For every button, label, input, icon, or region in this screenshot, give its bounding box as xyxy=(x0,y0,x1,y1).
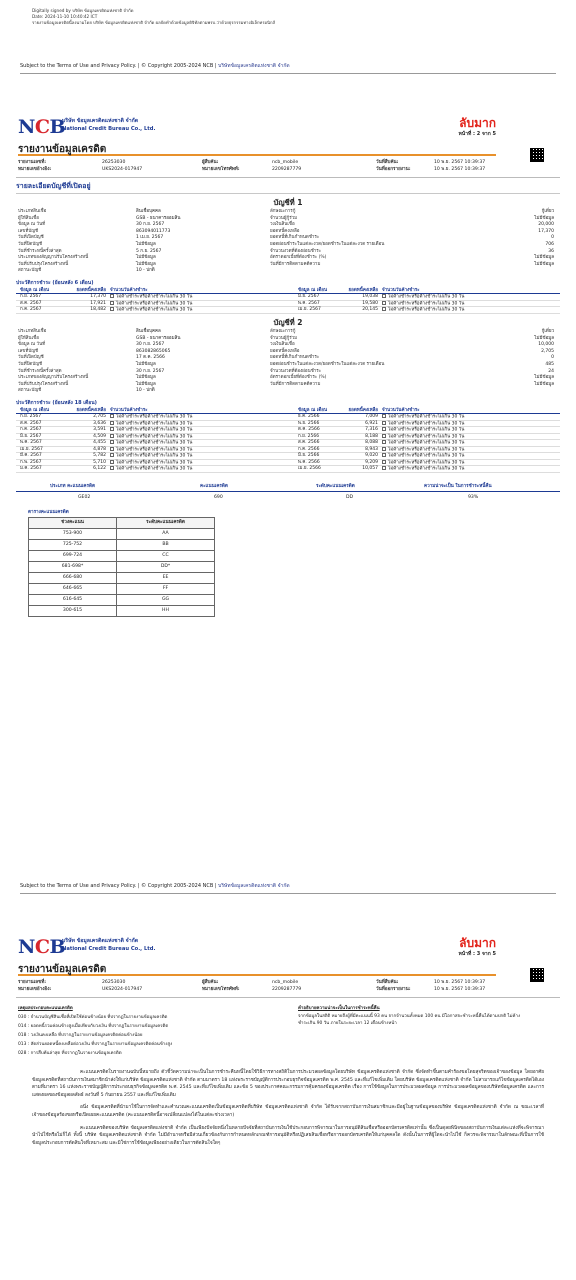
checkbox-icon xyxy=(110,421,114,425)
reason-item: 013 : สัดส่วนยอดหนี้คงเหลือต่อวงเงิน ที่ปรากฏในรายงานข้อมูลเครดิตค่อนข้างสูง xyxy=(18,1042,173,1047)
checkbox-icon xyxy=(382,447,386,451)
score-type: GE02 xyxy=(78,494,91,500)
report-date: 10 พ.ย. 2567 10:39:37 xyxy=(434,166,486,172)
history-row: พ.ค. 2567 4,455 ไม่ค้างชำระหรือค้างชำระไม่เกิน 30 วัน ส.ค. 2566 8,088 ไม่ค้างชำระหรือค้างชำระไม่เกิน 30 วัน xyxy=(16,440,560,447)
checkbox-icon xyxy=(110,307,114,311)
probability-explanation-title: คำอธิบายความน่าจะเป็นในการชำระหนี้คืน xyxy=(298,1006,380,1011)
payment-history-table xyxy=(16,288,560,314)
checkbox-icon xyxy=(382,421,386,425)
digital-signature-note xyxy=(32,8,275,26)
company-name: บริษัท ข้อมูลเครดิตแห่งชาติ จำกัด National Credit Bureau Co., Ltd. xyxy=(62,938,156,952)
inquirer: ncb_mobile xyxy=(272,160,299,165)
report-header xyxy=(16,114,560,155)
reasons-title: เหตุผลประกอบคะแนนเครดิต xyxy=(18,1006,73,1011)
page-number: หน้าที่ : 3 จาก 5 xyxy=(458,951,496,957)
repayment-probability: 93% xyxy=(468,494,479,500)
confidential-label: ลับมาก xyxy=(459,936,496,950)
footer-text: Subject to the Terms of Use and Privacy Policy. | © Copyright 2005-2024 NCB | xyxy=(20,883,217,889)
checkbox-icon xyxy=(110,301,114,305)
report-info: รายงานเลขที่: หมายเลขอ้างอิง: 26253030 UKS2024-017947 ผู้สืบค้น: หมายเลขโทรศัพท์: ncb_mobile 2209287779 วันที่สืบค้น: วันที่ออกรายงาน: 10 พ.ย. 2567 10:39:37 10 พ.ย. 2567 10:39:37 xyxy=(16,158,560,178)
checkbox-icon xyxy=(382,427,386,431)
checkbox-icon xyxy=(382,466,386,470)
score-range-row: 616-645 GG xyxy=(29,594,215,605)
detail-row: สถานะบัญชี 10 - ปกติ xyxy=(18,268,155,274)
detail-row: ประเภทสินเชื่อ สินเชื่อบุคคล ลักษณะการกู้ กู้เดี่ยว xyxy=(18,209,554,214)
history-row: ก.พ. 2567 5,710 ไม่ค้างชำระหรือค้างชำระไม่เกิน 30 วัน พ.ค. 2566 9,209 ไม่ค้างชำระหรือค้างชำระไม่เกิน 30 วัน xyxy=(16,460,560,467)
account-title: บัญชีที่ 1 xyxy=(273,198,303,207)
score-table-title: ตารางคะแนนเครดิต xyxy=(28,509,69,515)
reason-item: 018 : วงเงินคงเหลือ ที่ปรากฏในรายงานข้อมูลเครดิตค่อนข้างน้อย xyxy=(18,1033,143,1038)
score-header: คะแนนเครดิต xyxy=(200,483,228,489)
footer-link[interactable]: บริษัทข้อมูลเครดิตแห่งชาติ จำกัด xyxy=(218,63,290,69)
disclaimer-paragraph: อนึ่ง ข้อมูลเครดิตที่นำมาใช้ในการจัดทำและคำนวณคะแนนเครดิตเป็นข้อมูลเครดิตที่บริษัท ข้อมูลเครดิตแห่งชาติ จำกัด ได้รับจากสถาบันการเงินสมาชิกและมีอยู่ในฐานข้อมูลของบริษัท ข้อมูลเครดิตแห่งชาติ จำกัด ณ ขณะเวลาที่เจ้าของข้อมูลร้องขอหรือเปิดเผยคะแนนเครดิต (คะแนนเครดิตนี้อาจเปลี่ยนแปลงได้ในแต่ละช่วงเวลา) xyxy=(32,1105,544,1118)
checkbox-icon xyxy=(382,440,386,444)
detail-row: ข้อมูล ณ วันที่ 30 ก.ย. 2567 วงเงินสินเชื่อ 10,000 xyxy=(18,342,554,348)
checkbox-icon xyxy=(382,434,386,438)
account-block xyxy=(16,317,560,473)
report-info: รายงานเลขที่: หมายเลขอ้างอิง: 26253030 UKS2024-017947 ผู้สืบค้น: หมายเลขโทรศัพท์: ncb_mobile 2209287779 วันที่สืบค้น: วันที่ออกรายงาน: 10 พ.ย. 2567 10:39:37 10 พ.ย. 2567 10:39:37 xyxy=(16,978,560,998)
detail-row: วันที่ปรับปรุงโครงสร้างหนี้ ไม่มีข้อมูล วันที่มีการติดตามคดีความ ไม่มีข้อมูล xyxy=(18,261,554,267)
checkbox-icon xyxy=(110,460,114,464)
credit-score-summary xyxy=(16,483,560,505)
signature-line: Digitally signed by บริษัท ข้อมูลเครดิตแห่งชาติ จำกัด xyxy=(32,8,134,13)
detail-row: สถานะบัญชี 10 - ปกติ xyxy=(18,388,155,394)
page-number: หน้าที่ : 2 จาก 5 xyxy=(458,131,496,137)
history-row: ส.ค. 2567 17,921 ไม่ค้างชำระหรือค้างชำระไม่เกิน 30 วัน พ.ค. 2567 19,580 ไม่ค้างชำระหรือค้างชำระไม่เกิน 30 วัน xyxy=(16,301,560,308)
account-details xyxy=(16,329,560,395)
checkbox-icon xyxy=(382,460,386,464)
detail-row: ประเภทสินเชื่อ สินเชื่อบุคคล ลักษณะการกู้ กู้เดี่ยว xyxy=(18,328,554,334)
detail-row: เลขที่บัญชี 863082865065 ยอดหนี้คงเหลือ 2,705 xyxy=(18,348,554,354)
inquiry-date: 10 พ.ย. 2567 10:39:37 xyxy=(434,160,486,165)
history-row: ก.ค. 2567 3,591 ไม่ค้างชำระหรือค้างชำระไม่เกิน 30 วัน ต.ค. 2566 7,316 ไม่ค้างชำระหรือค้างชำระไม่เกิน 30 วัน xyxy=(16,427,560,434)
checkbox-icon xyxy=(382,414,386,418)
score-range-table: ช่วงคะแนน ระดับคะแนนเครดิต 753-900 AA 725-752 BB 699-724 CC 681-698* DD* 666-680 EE 646-665 FF 616-645 GG 300-615 HH xyxy=(28,517,215,617)
checkbox-icon xyxy=(110,466,114,470)
ncb-logo: NCB xyxy=(18,936,66,958)
ncb-logo: NCB xyxy=(18,116,66,138)
score-range-row: 699-724 CC xyxy=(29,550,215,561)
detail-row: วันที่เปิดบัญชี 17 ต.ค. 2566 ยอดหนี้ที่เกินกำหนดชำระ 0 xyxy=(18,355,554,361)
detail-row: วันที่ชำระหนี้ครั้งล่าสุด 30 ก.ย. 2567 จำนวนงวดที่ต้องผ่อนชำระ 24 xyxy=(18,368,554,374)
history-header: ข้อมูล ณ เดือน ยอดหนี้คงเหลือ จำนวนวันค้างชำระ ข้อมูล ณ เดือน ยอดหนี้คงเหลือ จำนวนวันค้างชำระ xyxy=(16,288,560,295)
signature-date: Date: 2024-11-10 10:40:42 ICT xyxy=(32,14,98,19)
detail-row: วันที่ชำระหนี้ครั้งล่าสุด 5 ก.ย. 2567 จำนวนงวดที่ต้องผ่อนชำระ 36 xyxy=(18,248,554,254)
detail-row: ข้อมูล ณ วันที่ 30 ก.ย. 2567 วงเงินสินเชื่อ 20,000 xyxy=(18,222,554,228)
footer-link[interactable]: บริษัทข้อมูลเครดิตแห่งชาติ จำกัด xyxy=(218,883,290,889)
history-header: ข้อมูล ณ เดือน ยอดหนี้คงเหลือ จำนวนวันค้างชำระ ข้อมูล ณ เดือน ยอดหนี้คงเหลือ จำนวนวันค้างชำระ xyxy=(16,408,560,415)
checkbox-icon xyxy=(382,453,386,457)
detail-row: เลขที่บัญชี 863094011773 ยอดหนี้คงเหลือ 17,370 xyxy=(18,228,554,234)
grade-header: ระดับคะแนนเครดิต xyxy=(316,483,355,489)
detail-row: ประเภทของสัญญาปรับโครงสร้างหนี้ ไม่มีข้อมูล อัตราดอกเบี้ยที่ต้องชำระ (%) ไม่มีข้อมูล xyxy=(18,255,554,261)
report-title: รายงานข้อมูลเครดิต xyxy=(18,964,107,975)
credit-score: 690 xyxy=(214,494,223,500)
score-grade: DD xyxy=(346,494,354,500)
detail-row: วันที่เปิดบัญชี 1 เม.ย. 2567 ยอดหนี้ที่เกินกำหนดชำระ 0 xyxy=(18,235,554,241)
checkbox-icon xyxy=(110,440,114,444)
history-row: มี.ค. 2567 5,782 ไม่ค้างชำระหรือค้างชำระไม่เกิน 30 วัน มิ.ย. 2566 9,020 ไม่ค้างชำระหรือค้างชำระไม่เกิน 30 วัน xyxy=(16,453,560,460)
detail-row: ประเภทของสัญญาปรับโครงสร้างหนี้ ไม่มีข้อมูล อัตราดอกเบี้ยที่ต้องชำระ (%) ไม่มีข้อมูล xyxy=(18,375,554,381)
checkbox-icon xyxy=(382,294,386,298)
disclaimer-paragraph: คะแนนเครดิตของบริษัท ข้อมูลเครดิตแห่งชาติ จำกัด เป็นเพียงปัจจัยหนึ่งในหลายปัจจัยที่สถาบันการเงินใช้ประกอบการพิจารณาในการอนุมัติสินเชื่อหรือออกบัตรเครดิตเท่านั้น ซึ่งเป็นดุลยพินิจของสถาบันการเงินแต่ละแห่งที่จะพิจารณานำไปใช้หรือไม่ก็ได้ ทั้งนี้ บริษัท ข้อมูลเครดิตแห่งชาติ จำกัด ไม่มีอำนาจหรือมีส่วนเกี่ยวข้องกับการกำหนดหลักเกณฑ์การอนุมัติหรือปฏิเสธสินเชื่อหรือการออกบัตรเครดิตให้แก่บุคคลใด ดังนั้นในการที่ผู้ใดจะนำไปใช้ ก็ควรจะพิจารณาในลักษณะที่เป็นการใช้ข้อมูลประกอบการตัดสินใจที่เหมาะสม และมิใช่การใช้ข้อมูลเพียงอย่างเดียวในการตัดสินใจใดๆ xyxy=(32,1125,544,1146)
reference-number: UKS2024-017947 xyxy=(102,166,143,172)
account-block xyxy=(16,197,560,314)
history-row: ก.ค. 2567 18,482 ไม่ค้างชำระหรือค้างชำระไม่เกิน 30 วัน เม.ย. 2567 20,145 ไม่ค้างชำระหรือค้างชำระไม่เกิน 30 วัน xyxy=(16,307,560,314)
reason-item: 028 : การสืบค้นล่าสุด ที่ปรากฏในรายงานข้อมูลเครดิต xyxy=(18,1051,122,1056)
score-range-row: 300-615 HH xyxy=(29,605,215,616)
payment-history-title: ประวัติการชำระ (ย้อนหลัง 18 เดือน) xyxy=(16,399,97,406)
score-reasons xyxy=(16,1004,560,1064)
score-range-row: 681-698* DD* xyxy=(29,561,215,572)
score-range-row: 753-900 AA xyxy=(29,528,215,539)
footer-text: Subject to the Terms of Use and Privacy Policy. | © Copyright 2005-2024 NCB | xyxy=(20,63,217,69)
detail-row: วันที่ปิดบัญชี ไม่มีข้อมูล ยอดผ่อนชำระในแต่ละงวด/ยอดชำระในแต่ละงวด รายเดือน 485 xyxy=(18,361,554,367)
checkbox-icon xyxy=(110,453,114,457)
signature-description: รายงานข้อมูลเครดิตนี้ลงนามโดย บริษัท ข้อมูลเครดิตแห่งชาติ จำกัด ผลจัดทำด้วยข้อมูลดิจิทัลตามพรบ.ว่าด้วยธุรกรรมทางอิเล็กทรอนิกส์ xyxy=(32,20,276,25)
confidential-label: ลับมาก xyxy=(459,116,496,130)
probability-explanation: จากข้อมูลในสถิติ หมายถึงผู้ที่มีคะแนนนี้ 93 คน จากจำนวนทั้งหมด 100 คน มีโอกาสจะชำระหนี้คืนได้ตามปกติ ไม่ค้างชำระเกิน 90 วัน ภายในระยะเวลา 12 เดือนข้างหน้า xyxy=(298,1014,521,1026)
report-page-2 xyxy=(16,114,560,617)
score-range-row: 725-752 BB xyxy=(29,539,215,550)
reason-item: 014 : ยอดหนี้รวมค่อนข้างสูงเมื่อเทียบกับวงเงิน ที่ปรากฏในรายงานข้อมูลเครดิต xyxy=(18,1024,169,1029)
detail-row: วันที่ปรับปรุงโครงสร้างหนี้ ไม่มีข้อมูล วันที่มีการติดตามคดีความ ไม่มีข้อมูล xyxy=(18,381,554,387)
checkbox-icon xyxy=(382,307,386,311)
checkbox-icon xyxy=(382,301,386,305)
report-number: 26253030 xyxy=(102,160,126,165)
history-row: ส.ค. 2567 3,636 ไม่ค้างชำระหรือค้างชำระไม่เกิน 30 วัน พ.ย. 2566 6,921 ไม่ค้างชำระหรือค้างชำระไม่เกิน 30 วัน xyxy=(16,421,560,428)
history-row: ม.ค. 2567 6,122 ไม่ค้างชำระหรือค้างชำระไม่เกิน 30 วัน เม.ย. 2566 10,057 ไม่ค้างชำระหรือค้างชำระไม่เกิน 30 วัน xyxy=(16,466,560,473)
page-footer xyxy=(20,62,556,74)
report-title: รายงานข้อมูลเครดิต xyxy=(18,144,107,155)
checkbox-icon xyxy=(110,414,114,418)
phone-number: 2209287779 xyxy=(272,166,302,172)
detail-row: ผู้ให้สินเชื่อ GSB - ธนาคารออมสิน จำนวนผู้กู้ร่วม ไม่มีข้อมูล xyxy=(18,335,554,341)
score-range-row: 666-680 EE xyxy=(29,572,215,583)
history-row: มิ.ย. 2567 4,509 ไม่ค้างชำระหรือค้างชำระไม่เกิน 30 วัน ก.ย. 2566 8,188 ไม่ค้างชำระหรือค้างชำระไม่เกิน 30 วัน xyxy=(16,434,560,441)
account-details xyxy=(16,209,560,275)
payment-history-title: ประวัติการชำระ (ย้อนหลัง 6 เดือน) xyxy=(16,279,94,286)
section-title: รายละเอียดบัญชีที่เปิดอยู่ xyxy=(16,181,560,194)
checkbox-icon xyxy=(110,294,114,298)
score-type-header: ประเภท คะแนนเครดิต xyxy=(50,483,95,489)
account-title: บัญชีที่ 2 xyxy=(273,317,303,327)
page-footer xyxy=(20,882,556,894)
history-row: เม.ย. 2567 4,878 ไม่ค้างชำระหรือค้างชำระไม่เกิน 30 วัน ก.ค. 2566 8,943 ไม่ค้างชำระหรือค้างชำระไม่เกิน 30 วัน xyxy=(16,447,560,454)
reason-item: 030 : จำนวนบัญชีสินเชื่อที่เปิดใช้ค่อนข้างน้อย ที่ปรากฏในรายงานข้อมูลเครดิต xyxy=(18,1015,168,1020)
disclaimer-paragraph: คะแนนเครดิตในรายงานฉบับนี้หมายถึง ตัวชี้วัดความน่าจะเป็นในการชำระคืนหนี้โดยใช้วิธีการทางสถิติในการประมวลผลข้อมูลโดยบริษัท ข้อมูลเครดิตแห่งชาติ จำกัด ซึ่งจัดทำขึ้นตามคำร้องขอโดยสุจริตของเจ้าของข้อมูล โดยอาศัยข้อมูลเครดิตที่สถาบันการเงินสมาชิกนำส่งให้แก่บริษัท ข้อมูลเครดิตแห่งชาติ จำกัด ตามมาตรา 18 แห่งพระราชบัญญัติการประกอบธุรกิจข้อมูลเครดิต พ.ศ. 2545 และที่แก้ไขเพิ่มเติม โดยบริษัท ข้อมูลเครดิตแห่งชาติ จำกัด ไม่สามารถแก้ไขข้อมูลเครดิตได้เองตามที่มาตรา 16 แห่งพระราชบัญญัติการประกอบธุรกิจข้อมูลเครดิต พ.ศ. 2545 และที่แก้ไขเพิ่มเติม และข้อ 5 ของประกาศคณะกรรมการคุ้มครองข้อมูลเครดิต เรื่อง การใช้ข้อมูลในการประมวลผลข้อมูล การประมวลผลข้อมูลของบริษัทข้อมูลเครดิต และการแสดงผลของข้อมูลผลลัพธ์ ลงวันที่ 5 กันยายน 2557 และที่แก้ไขเพิ่มเติม xyxy=(32,1070,544,1098)
history-row: ก.ย. 2567 17,370 ไม่ค้างชำระหรือค้างชำระไม่เกิน 30 วัน มิ.ย. 2567 19,038 ไม่ค้างชำระหรือค้างชำระไม่เกิน 30 วัน xyxy=(16,294,560,301)
checkbox-icon xyxy=(110,427,114,431)
checkbox-icon xyxy=(110,447,114,451)
report-header xyxy=(16,934,560,975)
score-range-row: 646-665 FF xyxy=(29,583,215,594)
checkbox-icon xyxy=(110,434,114,438)
detail-row: วันที่ปิดบัญชี ไม่มีข้อมูล ยอดผ่อนชำระในแต่ละงวด/ยอดชำระในแต่ละงวด รายเดือน 706 xyxy=(18,241,554,247)
detail-row: ผู้ให้สินเชื่อ GSB - ธนาคารออมสิน จำนวนผู้กู้ร่วม ไม่มีข้อมูล xyxy=(18,215,554,221)
payment-history-table xyxy=(16,408,560,473)
company-name: บริษัท ข้อมูลเครดิตแห่งชาติ จำกัด National Credit Bureau Co., Ltd. xyxy=(62,118,156,132)
report-page-3 xyxy=(16,934,560,1147)
history-row: ก.ย. 2567 2,705 ไม่ค้างชำระหรือค้างชำระไม่เกิน 30 วัน ธ.ค. 2566 7,009 ไม่ค้างชำระหรือค้างชำระไม่เกิน 30 วัน xyxy=(16,414,560,421)
probability-header: ความน่าจะเป็น ในการชำระหนี้คืน xyxy=(424,483,492,489)
